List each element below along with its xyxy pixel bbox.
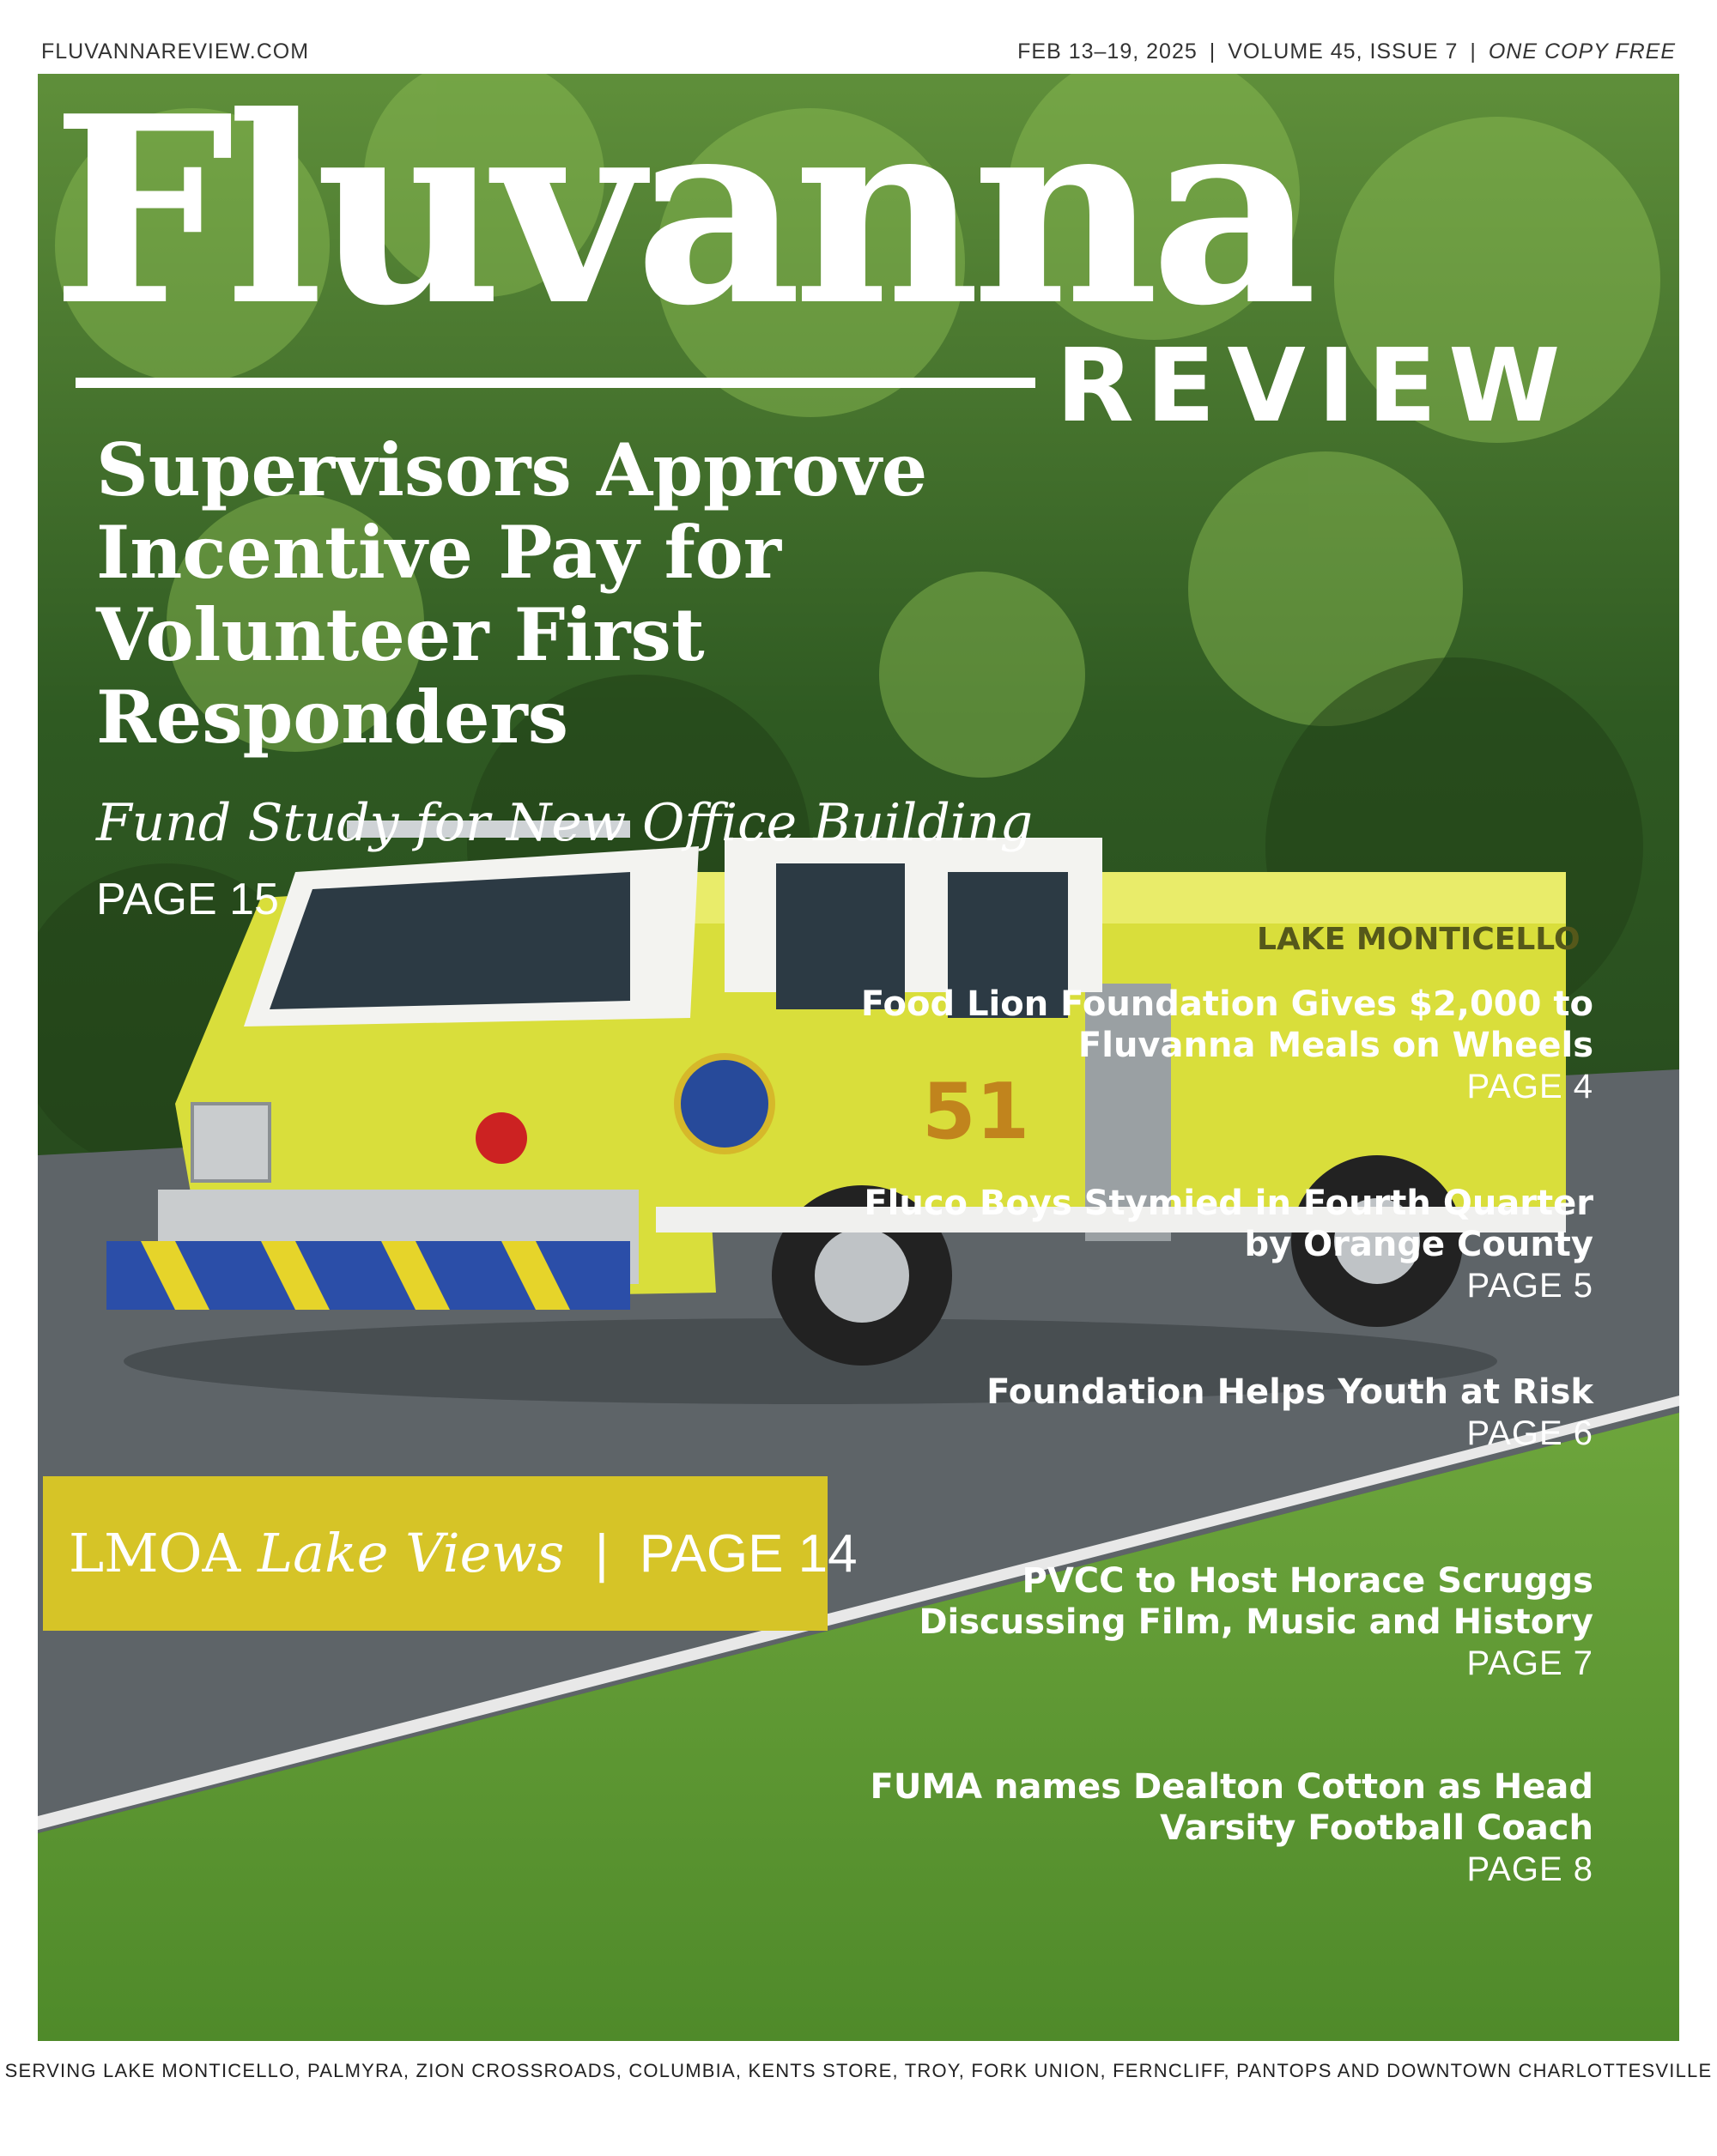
dept-emblem-icon — [677, 1057, 772, 1151]
masthead-subtitle: REVIEW — [1056, 326, 1573, 445]
teaser-headline: PVCC to Host Horace Scruggs Discussing Film, Music and History — [919, 1561, 1593, 1642]
lead-page-ref: PAGE 15 — [96, 875, 279, 924]
teaser-headline: FUMA names Dealton Cotton as Head Varsity Football Coach — [870, 1767, 1593, 1848]
lead-story[interactable] — [96, 429, 1161, 925]
teaser-item[interactable] — [855, 1560, 1593, 1684]
teaser-page-ref: PAGE 8 — [1466, 1850, 1593, 1888]
teaser-page-ref: PAGE 6 — [1466, 1414, 1593, 1452]
site-url[interactable]: FLUVANNAREVIEW.COM — [41, 39, 310, 64]
promo-separator: | — [594, 1524, 610, 1584]
lmoa-promo-box[interactable] — [43, 1476, 858, 1631]
masthead-rule — [76, 378, 1035, 388]
issue-info: FEB 13–19, 2025 | VOLUME 45, ISSUE 7 | ONE COPY FREE — [1017, 39, 1676, 64]
promo-page-ref: PAGE 14 — [639, 1524, 858, 1584]
cover-photo — [38, 74, 1679, 2041]
truck-dept-lettering: LAKE MONTICELLO — [1257, 922, 1580, 957]
teaser-headline: Foundation Helps Youth at Risk — [986, 1372, 1593, 1412]
teaser-item[interactable] — [855, 984, 1593, 1107]
copy-price: ONE COPY FREE — [1488, 39, 1676, 64]
masthead-title: Fluvanna — [52, 74, 1309, 362]
coverage-footer: SERVING LAKE MONTICELLO, PALMYRA, ZION CROSSROADS, COLUMBIA, KENTS STORE, TROY, FORK UNION, FERNCLIFF, PANTOPS AND DOWNTOWN CHARLOTTESVILLE — [4, 2060, 1713, 2081]
teaser-page-ref: PAGE 4 — [1466, 1068, 1593, 1105]
teaser-item[interactable] — [855, 1766, 1593, 1890]
lead-headline: Supervisors Approve Incentive Pay for Volunteer First Responders — [96, 427, 928, 760]
teaser-item[interactable] — [855, 1372, 1593, 1454]
top-bar — [41, 39, 1676, 74]
lead-subhead: Fund Study for New Office Building — [96, 793, 1033, 853]
issue-volume: VOLUME 45, ISSUE 7 — [1228, 39, 1459, 64]
truck-unit-number: 51 — [922, 1067, 1030, 1157]
teaser-headline: Fluco Boys Stymied in Fourth Quarter by Orange County — [864, 1184, 1593, 1264]
teaser-page-ref: PAGE 5 — [1466, 1267, 1593, 1305]
promo-org: LMOA — [69, 1522, 241, 1584]
issue-date: FEB 13–19, 2025 — [1017, 39, 1198, 64]
teaser-item[interactable] — [855, 1183, 1593, 1306]
promo-title: Lake Views — [257, 1522, 565, 1584]
teaser-headline: Food Lion Foundation Gives $2,000 to Fluvanna Meals on Wheels — [860, 984, 1593, 1065]
teaser-page-ref: PAGE 7 — [1466, 1644, 1593, 1682]
